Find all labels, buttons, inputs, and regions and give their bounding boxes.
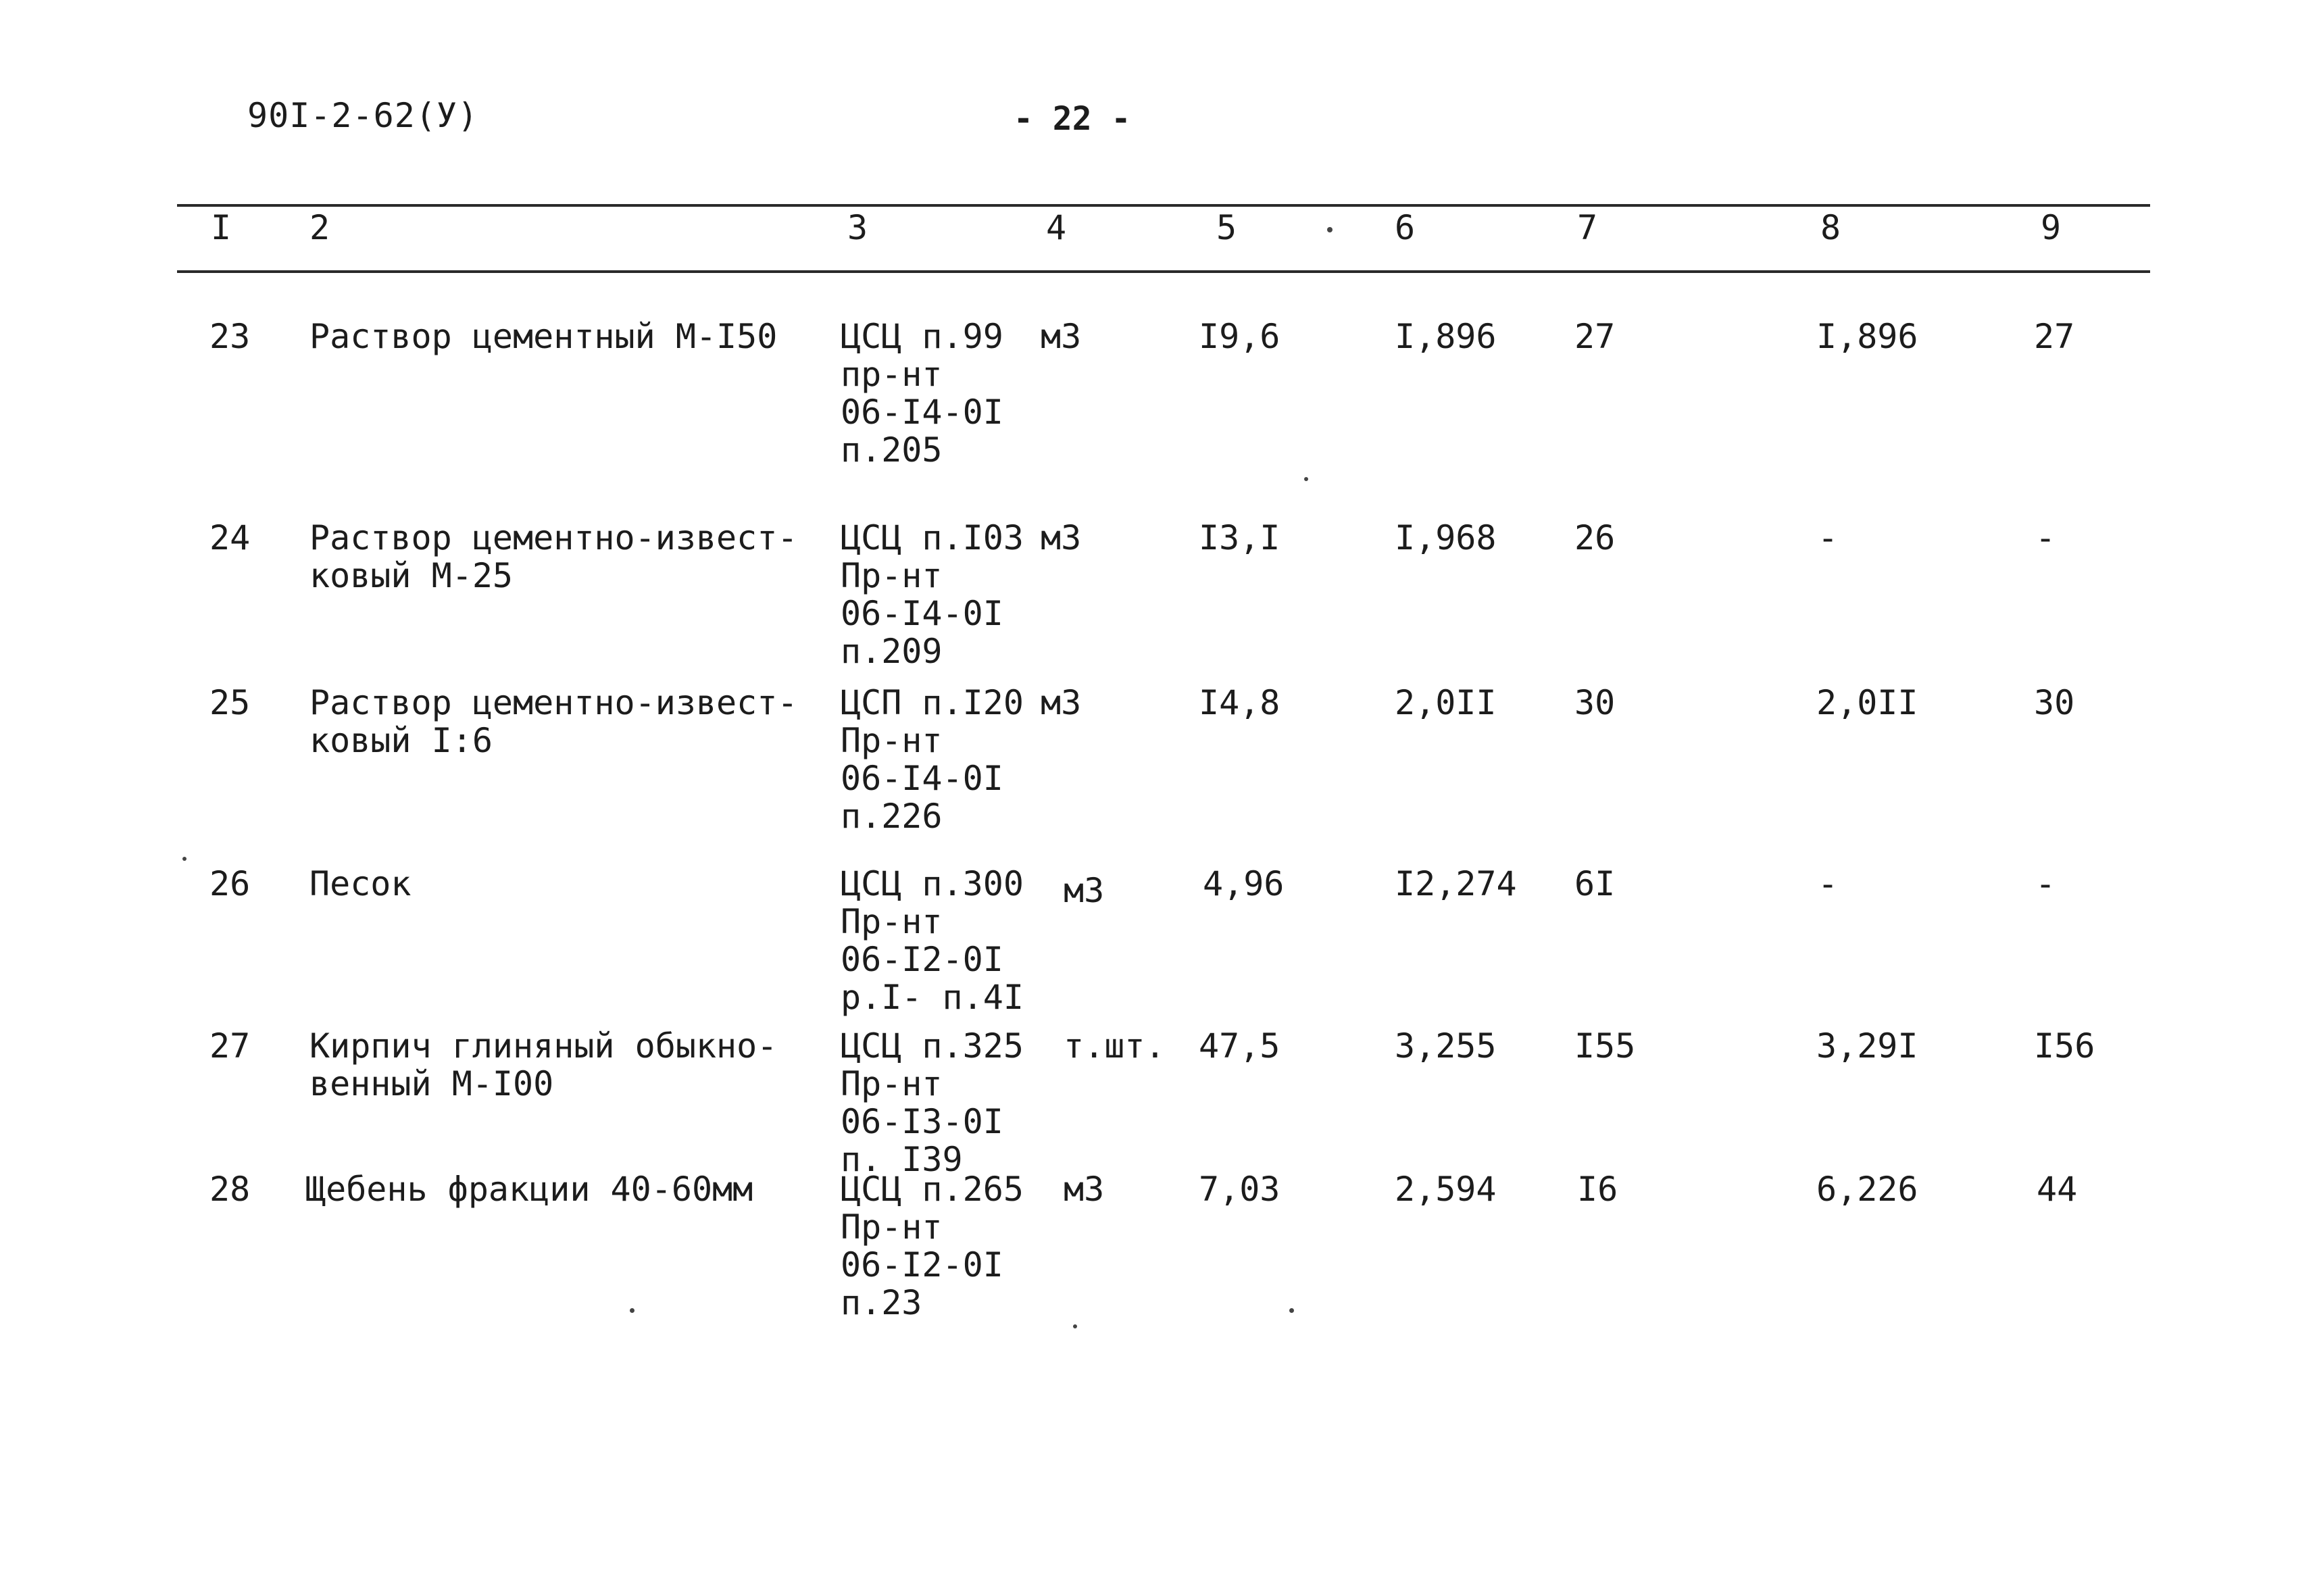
unit: м3	[1041, 317, 1082, 356]
price-reference: ЦСЦ п.300 Пр-нт 06-I2-0I р.I- п.4I	[841, 864, 1024, 1017]
column-header-1: I	[211, 208, 232, 247]
unit: м3	[1041, 683, 1082, 722]
column-header-5: 5	[1216, 208, 1237, 247]
column-header-6: 6	[1395, 208, 1416, 247]
col8-value: -	[1818, 518, 1839, 557]
col5-value: I3,I	[1199, 518, 1280, 557]
scan-speck	[1304, 477, 1308, 481]
price-reference: ЦСЦ п.265 Пр-нт 06-I2-0I п.23	[841, 1170, 1024, 1322]
col9-value: I56	[2034, 1026, 2095, 1066]
col6-value: 2,594	[1395, 1170, 1497, 1209]
scan-speck	[1073, 1324, 1077, 1328]
col7-value: I6	[1577, 1170, 1618, 1209]
col9-value: 44	[2037, 1170, 2078, 1209]
col6-value: I2,274	[1395, 864, 1517, 903]
row-number: 26	[209, 864, 251, 903]
col6-value: I,896	[1395, 317, 1497, 356]
material-name: Раствор цементный М-I50	[309, 317, 778, 356]
unit: м3	[1064, 871, 1105, 910]
unit: т.шт.	[1064, 1026, 1166, 1066]
col8-value: 3,29I	[1816, 1026, 1918, 1066]
scan-speck	[182, 857, 186, 861]
unit: м3	[1064, 1170, 1105, 1209]
price-reference: ЦСЦ п.99 пр-нт 06-I4-0I п.205	[841, 317, 1003, 470]
material-name: Раствор цементно-извест- ковый М-25	[309, 518, 798, 595]
table-header-bottom-rule	[177, 270, 2150, 273]
scan-speck	[1327, 227, 1333, 232]
price-reference: ЦСЦ п.325 Пр-нт 06-I3-0I п. I39	[841, 1026, 1024, 1179]
col5-value: 7,03	[1199, 1170, 1280, 1209]
col9-value: 30	[2034, 683, 2075, 722]
col6-value: 3,255	[1395, 1026, 1497, 1066]
document-code: 90I-2-62(У)	[247, 96, 479, 135]
row-number: 24	[209, 518, 251, 557]
row-number: 25	[209, 683, 251, 722]
price-reference: ЦСП п.I20 Пр-нт 06-I4-0I п.226	[841, 683, 1024, 836]
col5-value: I9,6	[1199, 317, 1280, 356]
column-header-9: 9	[2041, 208, 2062, 247]
col9-value: -	[2035, 864, 2056, 903]
col6-value: I,968	[1395, 518, 1497, 557]
scan-speck	[630, 1308, 634, 1313]
col7-value: I55	[1574, 1026, 1636, 1066]
col5-value: 47,5	[1199, 1026, 1280, 1066]
col7-value: 27	[1574, 317, 1616, 356]
material-name: Раствор цементно-извест- ковый I:6	[309, 683, 798, 760]
unit: м3	[1041, 518, 1082, 557]
row-number: 28	[209, 1170, 251, 1209]
row-number: 23	[209, 317, 251, 356]
scan-speck	[1289, 1308, 1294, 1313]
col9-value: 27	[2034, 317, 2075, 356]
page-number: - 22 -	[1014, 100, 1131, 138]
col7-value: 30	[1574, 683, 1616, 722]
column-header-2: 2	[309, 208, 330, 247]
material-name: Щебень фракции 40-60мм	[305, 1170, 753, 1209]
col8-value: 6,226	[1816, 1170, 1918, 1209]
material-name: Песок	[309, 864, 412, 903]
table-top-rule	[177, 204, 2150, 207]
column-header-7: 7	[1577, 208, 1598, 247]
column-header-4: 4	[1046, 208, 1067, 247]
column-header-3: 3	[847, 208, 868, 247]
row-number: 27	[209, 1026, 251, 1066]
col5-value: 4,96	[1203, 864, 1285, 903]
col8-value: -	[1818, 864, 1839, 903]
material-name: Кирпич глиняный обыкно- венный М-I00	[309, 1026, 778, 1103]
col8-value: I,896	[1816, 317, 1918, 356]
col7-value: 6I	[1574, 864, 1616, 903]
col9-value: -	[2035, 518, 2056, 557]
price-reference: ЦСЦ п.I03 Пр-нт 06-I4-0I п.209	[841, 518, 1024, 671]
column-header-8: 8	[1820, 208, 1841, 247]
col7-value: 26	[1574, 518, 1616, 557]
col8-value: 2,0II	[1816, 683, 1918, 722]
col5-value: I4,8	[1199, 683, 1280, 722]
col6-value: 2,0II	[1395, 683, 1497, 722]
